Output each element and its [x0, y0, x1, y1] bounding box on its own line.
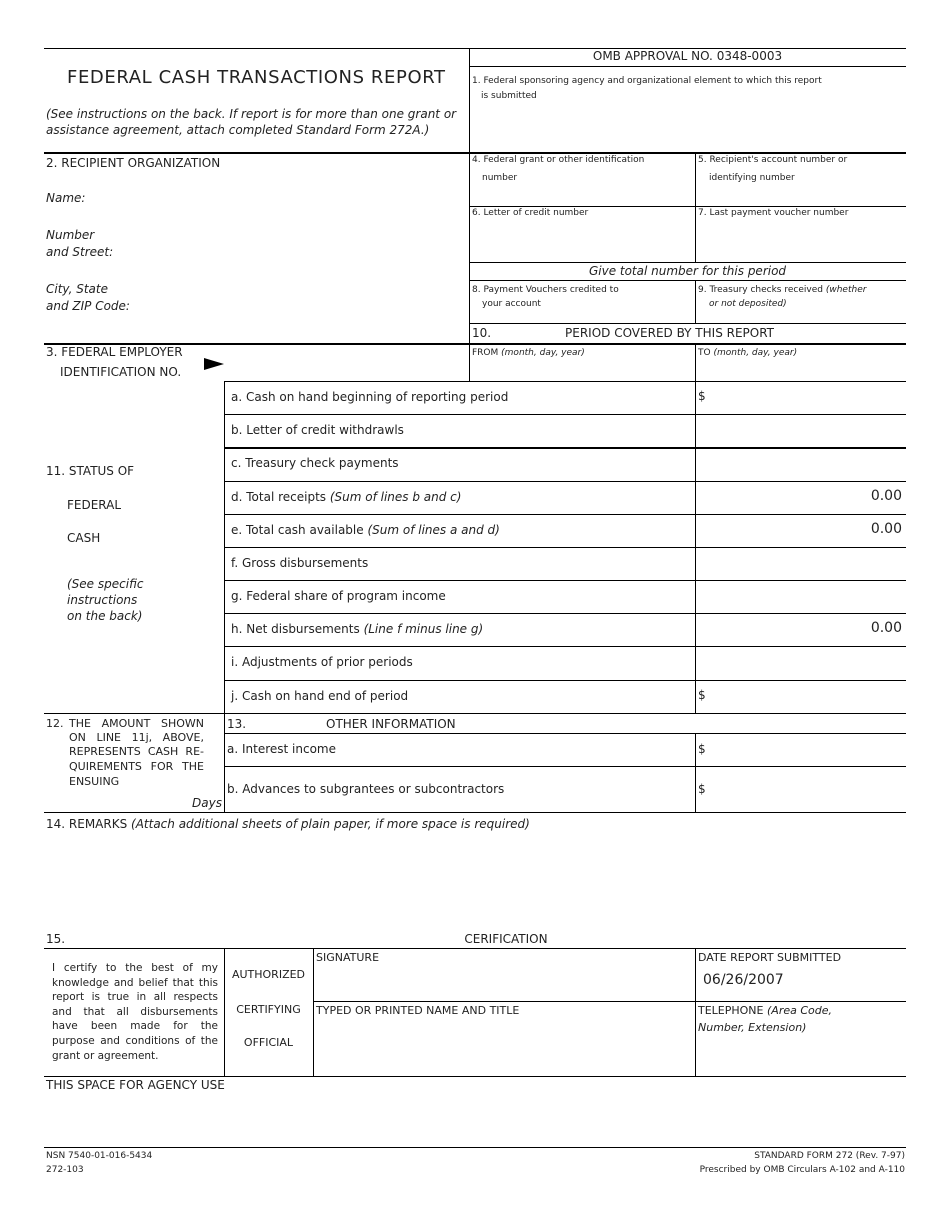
- item8-label-cont: your account: [482, 299, 541, 309]
- telephone-hint: Number, Extension): [698, 1021, 807, 1034]
- recipient-organization-label: 2. RECIPIENT ORGANIZATION: [46, 156, 221, 170]
- item9-label: 9. Treasury checks received (whether: [698, 285, 867, 295]
- other-info-number: 13.: [227, 717, 247, 731]
- status-row-label: g. Federal share of program income: [231, 589, 446, 603]
- to-label: TO (month, day, year): [698, 348, 798, 358]
- omb-approval: OMB APPROVAL NO. 0348-0003: [592, 49, 783, 63]
- rule: [469, 48, 470, 152]
- instructions-line: (See instructions on the back. If report is for more than one grant or: [46, 107, 457, 121]
- item12-text: ON LINE 11j, ABOVE,: [69, 731, 204, 744]
- employer-id-label: 3. FEDERAL EMPLOYER: [46, 345, 183, 359]
- item1-label: 1. Federal sponsoring agency and organizational element to which this report: [472, 76, 822, 86]
- status-row-label: f. Gross disbursements: [231, 556, 369, 570]
- status-row-value[interactable]: [698, 554, 902, 577]
- certification-number: 15.: [46, 932, 66, 946]
- number-label: Number: [46, 228, 95, 242]
- interest-income-value[interactable]: $: [698, 742, 706, 756]
- status-row-label: h. Net disbursements (Line f minus line g): [231, 622, 484, 636]
- status-row-value[interactable]: 0.00: [870, 521, 902, 537]
- status-row-value[interactable]: [698, 587, 902, 610]
- period-label: PERIOD COVERED BY THIS REPORT: [565, 326, 775, 340]
- rule: [469, 280, 906, 281]
- advances-label: b. Advances to subgrantees or subcontractors: [227, 782, 505, 796]
- rule: [469, 66, 906, 67]
- from-label: FROM (month, day, year): [472, 348, 585, 358]
- item12-number: 12.: [46, 717, 64, 730]
- rule: [224, 414, 906, 415]
- item12-text: ENSUING: [69, 775, 120, 788]
- typed-name-field[interactable]: [314, 1020, 694, 1074]
- status-row-label: a. Cash on hand beginning of reporting period: [231, 390, 509, 404]
- certification-label: CERIFICATION: [464, 932, 548, 946]
- status-row-value[interactable]: $: [698, 389, 706, 403]
- rule: [224, 613, 906, 614]
- status-row-value[interactable]: 0.00: [870, 488, 902, 504]
- rule: [44, 713, 906, 714]
- item12-text: THE AMOUNT SHOWN: [69, 717, 204, 730]
- rule: [469, 262, 906, 263]
- rule: [44, 152, 906, 154]
- rule: [224, 766, 906, 767]
- remarks-label: 14. REMARKS (Attach additional sheets of plain paper, if more space is required): [46, 817, 530, 831]
- status-label: 11. STATUS OF: [46, 464, 135, 478]
- rule: [695, 733, 696, 812]
- telephone-label: TELEPHONE (Area Code,: [698, 1004, 833, 1017]
- rule: [224, 381, 225, 812]
- status-label-cont: FEDERAL: [67, 498, 122, 512]
- item5-label: 5. Recipient's account number or: [698, 155, 848, 165]
- advances-value[interactable]: $: [698, 782, 706, 796]
- street-label: and Street:: [46, 245, 114, 259]
- status-row-label: b. Letter of credit withdrawls: [231, 423, 404, 437]
- rule: [224, 547, 906, 548]
- period-number: 10.: [472, 326, 492, 340]
- status-row-value[interactable]: $: [698, 688, 706, 702]
- rule: [695, 152, 696, 262]
- status-row-value[interactable]: [698, 421, 902, 444]
- official-label: OFFICIAL: [243, 1036, 294, 1049]
- arrow-right-icon: [204, 358, 224, 370]
- employer-id-label-cont: IDENTIFICATION NO.: [60, 365, 182, 379]
- item1-label-cont: is submitted: [481, 91, 537, 101]
- signature-field[interactable]: [314, 966, 694, 1000]
- other-info-label: OTHER INFORMATION: [326, 717, 456, 731]
- rule: [469, 323, 906, 324]
- give-total-label: Give total number for this period: [588, 264, 787, 278]
- status-label-cont: CASH: [67, 531, 101, 545]
- remarks-field[interactable]: [44, 835, 906, 945]
- signature-label: SIGNATURE: [316, 951, 380, 964]
- date-submitted-value[interactable]: 06/26/2007: [703, 972, 784, 988]
- rule: [44, 1076, 906, 1077]
- rule: [224, 447, 906, 449]
- rule: [44, 1147, 906, 1148]
- status-note: instructions: [67, 593, 138, 607]
- item5-label-cont: identifying number: [709, 173, 795, 183]
- certification-statement: I certify to the best of my knowledge and belief that this report is true in all respects and that all disbursements have been made for the purpose and conditions of the grant or agreement.: [52, 962, 218, 1062]
- status-note: on the back): [67, 609, 143, 623]
- zip-label: and ZIP Code:: [46, 299, 130, 313]
- rule: [313, 1001, 906, 1002]
- rule: [224, 680, 906, 681]
- authorized-label: AUTHORIZED: [231, 968, 306, 981]
- days-label: Days: [192, 796, 222, 810]
- form-title: FEDERAL CASH TRANSACTIONS REPORT: [67, 67, 446, 88]
- instructions-line: assistance agreement, attach completed Standard Form 272A.): [46, 123, 430, 137]
- rule: [44, 948, 906, 949]
- status-row-label: c. Treasury check payments: [231, 456, 399, 470]
- name-label: Name:: [46, 191, 86, 205]
- telephone-field[interactable]: [696, 1038, 905, 1074]
- rule: [224, 381, 906, 382]
- status-row-label: e. Total cash available (Sum of lines a and d): [231, 523, 500, 537]
- item8-label: 8. Payment Vouchers credited to: [472, 285, 619, 295]
- status-row-value[interactable]: 0.00: [870, 620, 902, 636]
- item12-text: REPRESENTS CASH RE-: [69, 745, 204, 758]
- rule: [224, 514, 906, 515]
- prescribed-label: Prescribed by OMB Circulars A-102 and A-110: [699, 1165, 905, 1175]
- status-row-label: i. Adjustments of prior periods: [231, 655, 413, 669]
- typed-name-label: TYPED OR PRINTED NAME AND TITLE: [316, 1004, 520, 1017]
- status-row-value[interactable]: [698, 454, 902, 477]
- item4-label: 4. Federal grant or other identification: [472, 155, 645, 165]
- rule: [224, 646, 906, 647]
- form-code: 272-103: [46, 1165, 84, 1175]
- status-row-label: j. Cash on hand end of period: [231, 689, 409, 703]
- status-row-label: d. Total receipts (Sum of lines b and c): [231, 490, 462, 504]
- status-row-value[interactable]: [698, 653, 902, 676]
- item9-label-cont: or not deposited): [709, 299, 787, 309]
- status-note: (See specific: [67, 577, 144, 591]
- date-submitted-label: DATE REPORT SUBMITTED: [698, 951, 842, 964]
- city-label: City, State: [46, 282, 108, 296]
- item7-label: 7. Last payment voucher number: [698, 208, 849, 218]
- item6-label: 6. Letter of credit number: [472, 208, 589, 218]
- rule: [224, 733, 906, 734]
- rule: [224, 580, 906, 581]
- item4-label-cont: number: [482, 173, 518, 183]
- standard-form-label: STANDARD FORM 272 (Rev. 7-97): [754, 1151, 905, 1161]
- item12-text: QUIREMENTS FOR THE: [69, 760, 204, 773]
- rule: [469, 206, 906, 207]
- rule: [695, 280, 696, 323]
- interest-income-label: a. Interest income: [227, 742, 336, 756]
- rule: [44, 812, 906, 813]
- certifying-label: CERTIFYING: [236, 1003, 301, 1016]
- agency-use-label: THIS SPACE FOR AGENCY USE: [46, 1078, 225, 1092]
- rule: [695, 343, 696, 381]
- rule: [224, 481, 906, 482]
- nsn-number: NSN 7540-01-016-5434: [46, 1151, 153, 1161]
